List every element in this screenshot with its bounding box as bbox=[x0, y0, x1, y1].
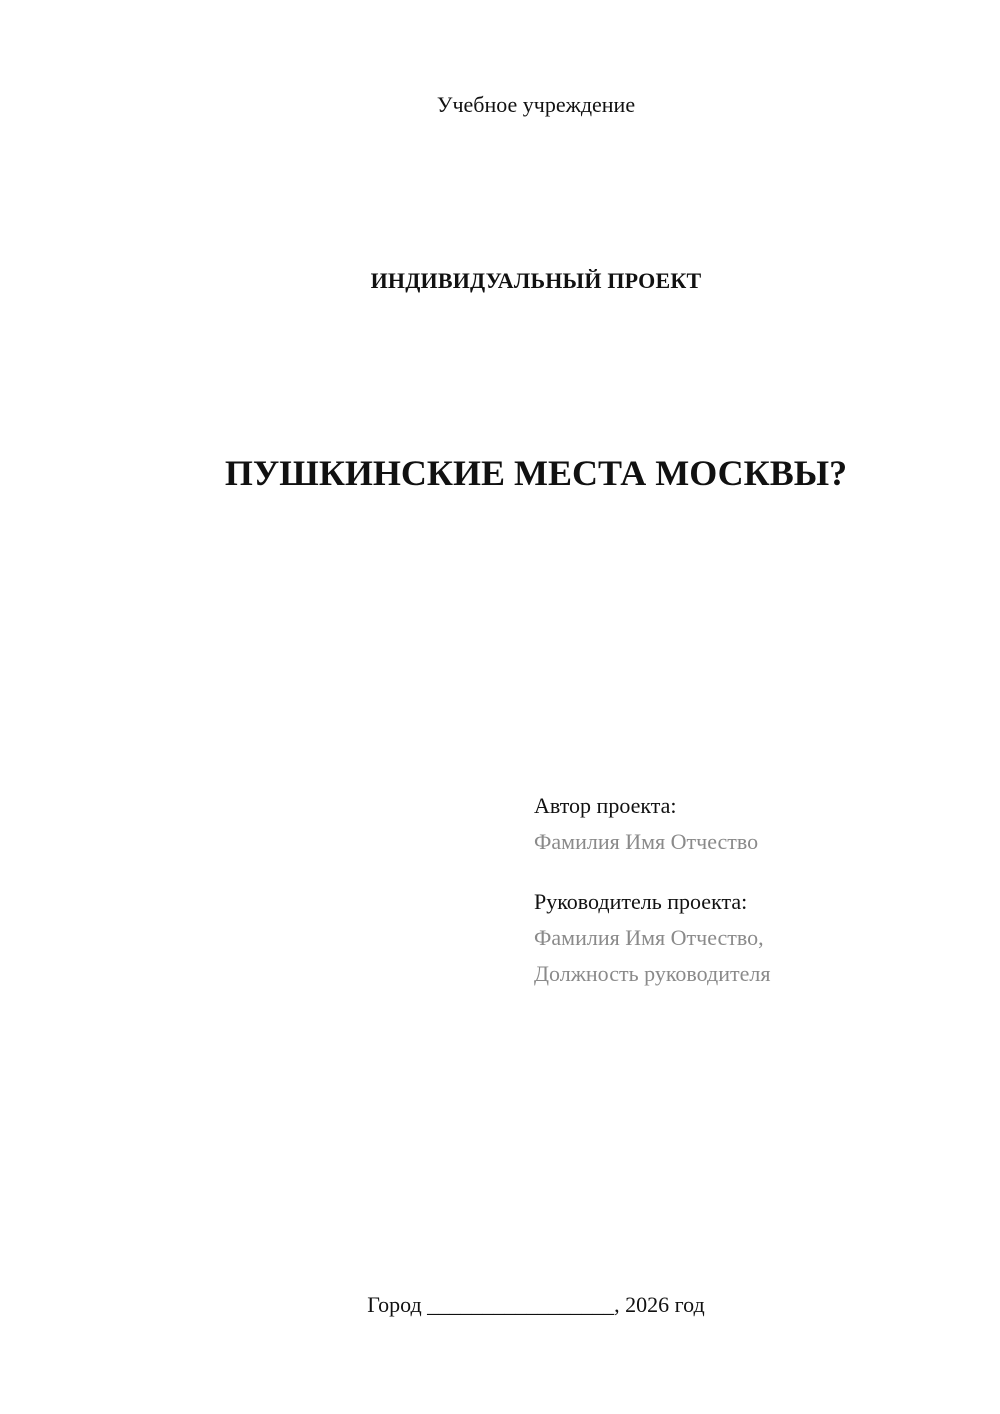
author-label: Автор проекта: bbox=[534, 793, 677, 818]
institution-name: Учебное учреждение bbox=[436, 92, 636, 117]
credits-block bbox=[534, 788, 974, 992]
footer-year: , 2026 год bbox=[614, 1292, 705, 1317]
supervisor-label: Руководитель проекта: bbox=[534, 889, 748, 914]
project-type-heading: ИНДИВИДУАЛЬНЫЙ ПРОЕКТ bbox=[370, 268, 702, 293]
credits-spacer bbox=[534, 860, 974, 884]
footer-city-blank: _________________ bbox=[427, 1292, 615, 1317]
footer-city-year bbox=[0, 1291, 1000, 1319]
supervisor-name: Фамилия Имя Отчество, bbox=[534, 925, 764, 950]
project-title: ПУШКИНСКИЕ МЕСТА МОСКВЫ? bbox=[224, 453, 848, 493]
supervisor-position: Должность руководителя bbox=[534, 961, 771, 986]
author-name: Фамилия Имя Отчество bbox=[534, 829, 759, 854]
footer-city-label: Город bbox=[367, 1292, 422, 1317]
